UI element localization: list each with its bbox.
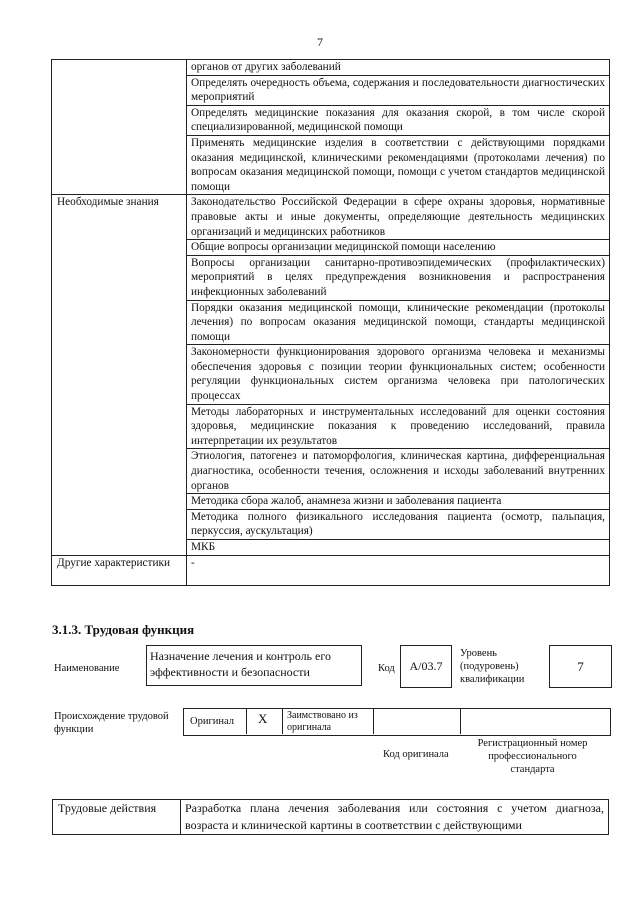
table-cell: Законодательство Российской Федерации в сфере охраны здоровья, нормативные правовые акты и иные документы, определяющие деятельность медицинских организаций и медицинских работников: [187, 195, 610, 240]
table-cell: -: [187, 555, 610, 585]
page-number: 7: [317, 35, 323, 49]
code-box: [400, 645, 452, 688]
level-label: Уровень (подуровень) квалификации: [460, 648, 525, 685]
level-box: [549, 645, 612, 688]
competency-table: [51, 59, 610, 586]
origin-table: [183, 708, 611, 736]
row-label: [52, 60, 187, 195]
table-cell: Этиология, патогенез и патоморфология, клиническая картина, дифференциальная диагностика, особенности течения, осложнения и исходы заболеваний внутренних органов: [187, 449, 610, 494]
table-cell: Методика полного физикального исследования пациента (осмотр, пальпация, перкуссия, аускультация): [187, 509, 610, 539]
reg-number-caption: Регистрационный номер профессионального стандарта: [477, 738, 588, 775]
table-row: [52, 555, 610, 585]
table-cell: Закономерности функционирования здорового организма человека и механизмы обеспечения здоровья с позиции теории функциональных систем; особенности регуляции функциональных систем организма человека при патологических процессах: [187, 345, 610, 404]
actions-text: Разработка плана лечения заболевания или состояния с учетом диагноза, возраста и клинической картины в соответствии с действующими: [181, 800, 609, 835]
row-label-other: Другие характеристики: [52, 555, 187, 585]
table-cell: Методика сбора жалоб, анамнеза жизни и заболевания пациента: [187, 494, 610, 510]
code-original-caption: Код оригинала: [383, 749, 449, 760]
code-label: Код: [378, 663, 395, 674]
row-label-knowledge: Необходимые знания: [52, 195, 187, 555]
divider: [246, 708, 247, 734]
borrowed-label: Заимствовано из оригинала: [287, 710, 358, 733]
table-row: [52, 195, 610, 240]
code-value: А/03.7: [409, 659, 443, 673]
table-cell: МКБ: [187, 540, 610, 556]
table-cell: Методы лабораторных и инструментальных исследований для оценки состояния здоровья, медицинские показания к проведению исследований, правила интерпретации их результатов: [187, 404, 610, 449]
table-cell: Определять очередность объема, содержания и последовательности диагностических мероприятий: [187, 75, 610, 105]
function-name-value: Назначение лечения и контроль его эффективности и безопасности: [150, 649, 331, 679]
table-cell: Применять медицинские изделия в соответствии с действующими порядками оказания медицинской, клиническими рекомендациями (протоколами лечения) по вопросам оказания медицинской помощи, помощи с учетом стандартов медицинской помощи: [187, 135, 610, 194]
table-cell: Порядки оказания медицинской помощи, клинические рекомендации (протоколы лечения) по вопросам оказания медицинской помощи, стандарты медицинской помощи: [187, 300, 610, 345]
table-cell: Определять медицинские показания для оказания скорой, в том числе скорой специализированной, медицинской помощи: [187, 105, 610, 135]
level-value: 7: [577, 659, 584, 674]
divider: [373, 708, 374, 734]
divider: [460, 708, 461, 734]
original-label: Оригинал: [190, 716, 234, 727]
table-row: [52, 60, 610, 76]
actions-table: [52, 799, 609, 835]
origin-label: Происхождение трудовой функции: [54, 711, 169, 735]
table-cell: Вопросы организации санитарно-противоэпидемических (профилактических) мероприятий в целях предупреждения возникновения и распространения инфекционных заболеваний: [187, 255, 610, 300]
actions-label: Трудовые действия: [53, 800, 181, 835]
table-cell: органов от других заболеваний: [187, 60, 610, 76]
table-cell: Общие вопросы организации медицинской помощи населению: [187, 240, 610, 256]
name-label: Наименование: [54, 663, 120, 674]
table-row: [53, 800, 609, 835]
original-mark: X: [258, 711, 268, 726]
function-name-box: [146, 645, 362, 686]
divider: [282, 708, 283, 734]
section-title: 3.1.3. Трудовая функция: [52, 622, 195, 637]
